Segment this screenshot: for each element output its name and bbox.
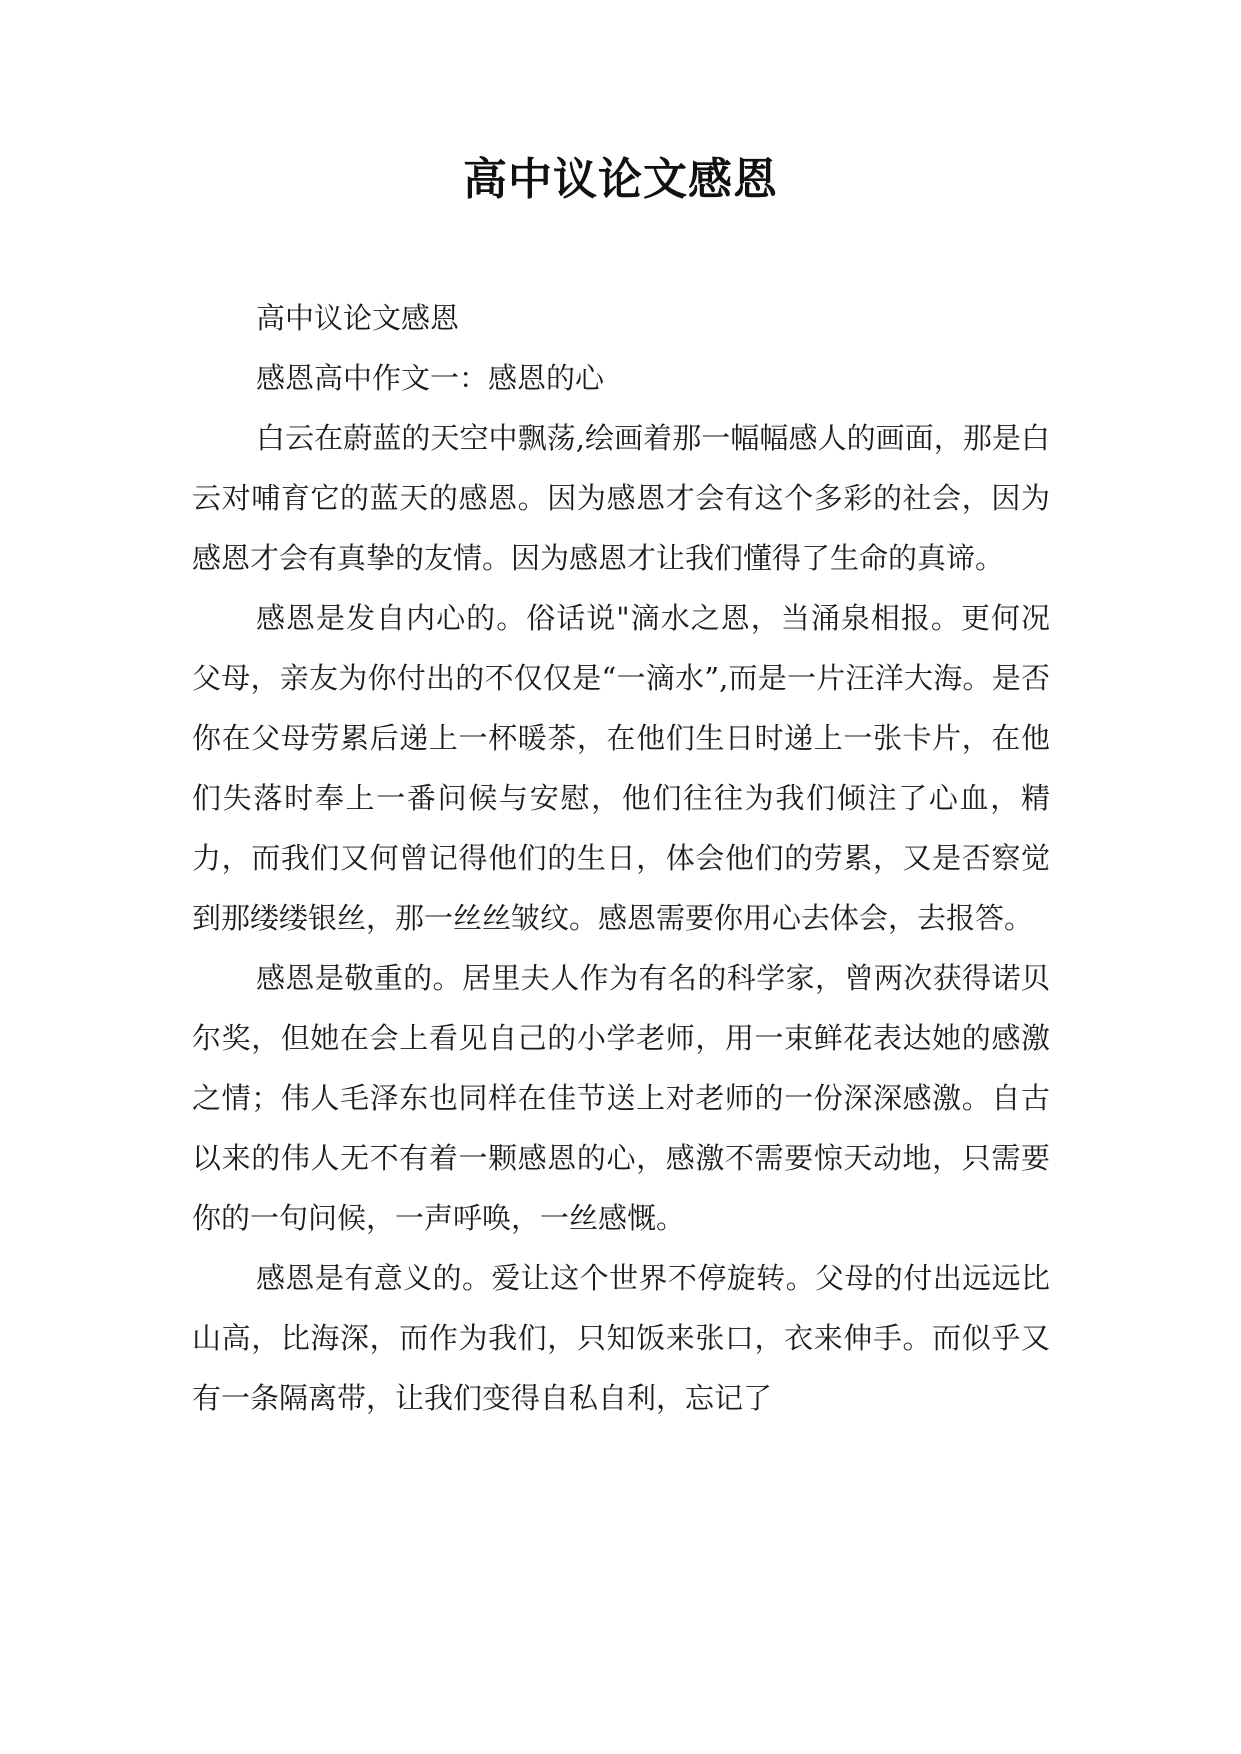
paragraph-respect: 感恩是敬重的。居里夫人作为有名的科学家，曾两次获得诺贝尔奖，但她在会上看见自己的小学老师，用一束鲜花表达她的感激之情；伟人毛泽东也同样在佳节送上对老师的一份深深感激。自古以来的伟人无不有着一颗感恩的心，感激不需要惊天动地，只需要你的一句问候，一声呼唤，一丝感慨。 xyxy=(192,961,1050,1235)
paragraph-section-heading: 感恩高中作文一：感恩的心 xyxy=(256,361,605,395)
paragraph-subtitle: 高中议论文感恩 xyxy=(256,301,460,335)
document-title: 高中议论文感恩 xyxy=(463,154,778,205)
paragraph-intro: 白云在蔚蓝的天空中飘荡,绘画着那一幅幅感人的画面，那是白云对哺育它的蓝天的感恩。因为感恩才会有这个多彩的社会，因为感恩才会有真挚的友情。因为感恩才让我们懂得了生命的真谛。 xyxy=(192,421,1050,575)
document-body xyxy=(192,288,1050,1428)
paragraph-from-heart: 感恩是发自内心的。俗话说"滴水之恩，当涌泉相报。更何况父母，亲友为你付出的不仅仅是“一滴水”,而是一片汪洋大海。是否你在父母劳累后递上一杯暖茶，在他们生日时递上一张卡片，在他们失落时奉上一番问候与安慰，他们往往为我们倾注了心血，精力，而我们又何曾记得他们的生日，体会他们的劳累，又是否察觉到那缕缕银丝，那一丝丝皱纹。感恩需要你用心去体会，去报答。 xyxy=(192,601,1050,935)
paragraph-meaningful: 感恩是有意义的。爱让这个世界不停旋转。父母的付出远远比山高，比海深，而作为我们，只知饭来张口，衣来伸手。而似乎又有一条隔离带，让我们变得自私自利，忘记了 xyxy=(192,1261,1050,1415)
